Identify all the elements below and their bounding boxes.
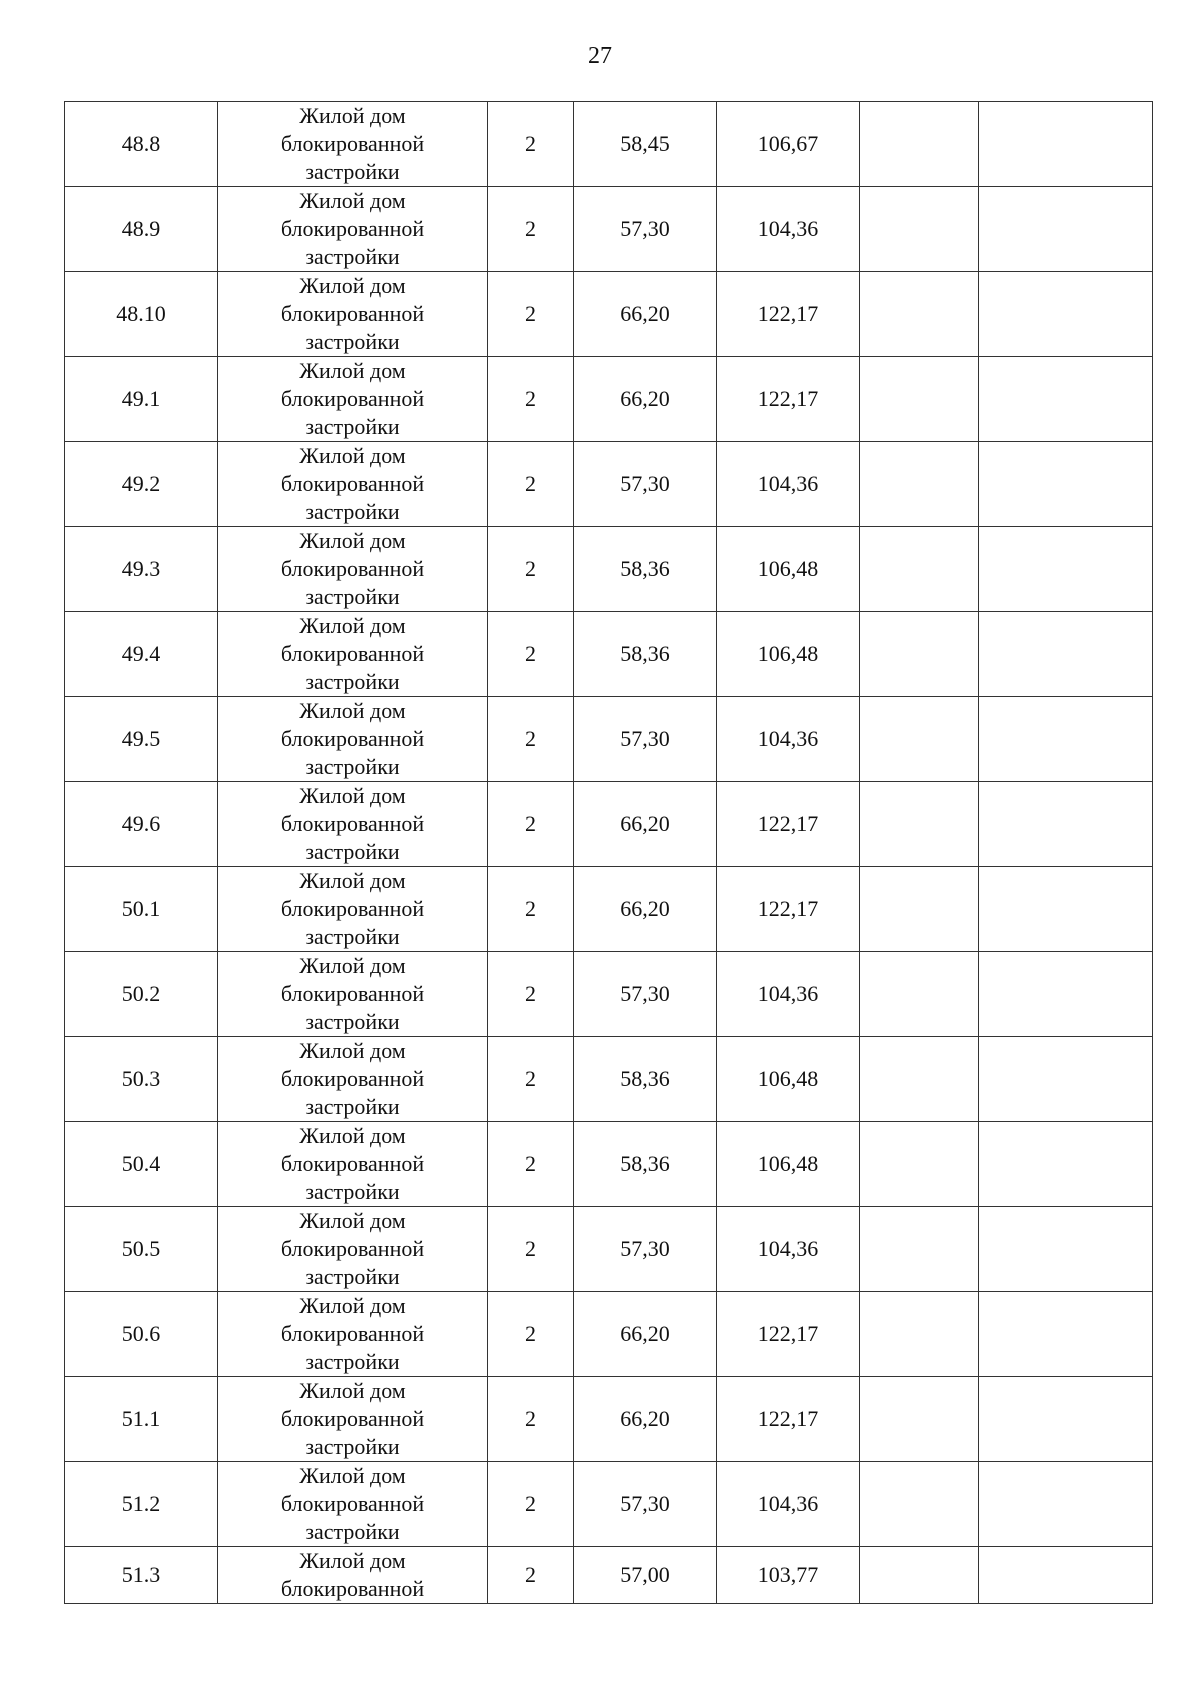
cell-empty-6	[860, 187, 979, 272]
cell-empty-7	[979, 782, 1153, 867]
name-lines	[218, 697, 487, 781]
table-row	[65, 272, 1153, 357]
cell-name	[218, 1122, 488, 1207]
cell-area-2: 122,17	[717, 1377, 860, 1462]
cell-number: 50.1	[65, 867, 218, 952]
cell-number: 49.3	[65, 527, 218, 612]
name-line: застройки	[305, 584, 400, 609]
cell-empty-7	[979, 952, 1153, 1037]
name-lines	[218, 1462, 487, 1546]
cell-empty-6	[860, 1292, 979, 1377]
cell-name	[218, 697, 488, 782]
name-line: застройки	[305, 414, 400, 439]
cell-area-1: 57,30	[574, 1462, 717, 1547]
cell-number: 48.10	[65, 272, 218, 357]
name-lines	[218, 187, 487, 271]
cell-number: 50.3	[65, 1037, 218, 1122]
name-line: Жилой дом	[299, 273, 406, 298]
cell-floors: 2	[488, 357, 574, 442]
table-row	[65, 1462, 1153, 1547]
cell-number: 50.5	[65, 1207, 218, 1292]
table-row	[65, 187, 1153, 272]
cell-empty-7	[979, 272, 1153, 357]
cell-empty-7	[979, 1292, 1153, 1377]
cell-name	[218, 272, 488, 357]
cell-area-1: 57,30	[574, 187, 717, 272]
cell-empty-6	[860, 1207, 979, 1292]
name-line: блокированной	[280, 1151, 425, 1176]
name-line: застройки	[305, 1434, 400, 1459]
name-line: застройки	[305, 669, 400, 694]
cell-empty-7	[979, 867, 1153, 952]
name-line: Жилой дом	[299, 103, 406, 128]
building-table	[64, 101, 1153, 1604]
name-lines	[218, 102, 487, 186]
cell-name	[218, 1547, 488, 1604]
cell-floors: 2	[488, 1547, 574, 1604]
name-line: блокированной	[280, 726, 425, 751]
table-row	[65, 612, 1153, 697]
name-line: застройки	[305, 1349, 400, 1374]
name-line: Жилой дом	[299, 1293, 406, 1318]
name-line: застройки	[305, 1264, 400, 1289]
cell-empty-6	[860, 867, 979, 952]
name-line: Жилой дом	[299, 358, 406, 383]
cell-number: 49.5	[65, 697, 218, 782]
table-row	[65, 1292, 1153, 1377]
cell-number: 51.2	[65, 1462, 218, 1547]
name-line: блокированной	[280, 1236, 425, 1261]
cell-floors: 2	[488, 1462, 574, 1547]
name-lines	[218, 952, 487, 1036]
cell-name	[218, 952, 488, 1037]
cell-number: 50.6	[65, 1292, 218, 1377]
cell-floors: 2	[488, 187, 574, 272]
page-number: 27	[588, 43, 612, 69]
name-line: блокированной	[280, 981, 425, 1006]
name-line: Жилой дом	[299, 1038, 406, 1063]
name-line: блокированной	[280, 1321, 425, 1346]
cell-area-2: 122,17	[717, 1292, 860, 1377]
name-line: Жилой дом	[299, 1208, 406, 1233]
cell-empty-6	[860, 612, 979, 697]
cell-empty-7	[979, 187, 1153, 272]
cell-number: 48.9	[65, 187, 218, 272]
table-row	[65, 697, 1153, 782]
name-line: блокированной	[280, 896, 425, 921]
name-lines	[218, 527, 487, 611]
name-line: блокированной	[280, 386, 425, 411]
cell-area-2: 106,67	[717, 102, 860, 187]
name-line: блокированной	[280, 471, 425, 496]
cell-area-1: 66,20	[574, 782, 717, 867]
name-line: Жилой дом	[299, 698, 406, 723]
cell-floors: 2	[488, 1377, 574, 1462]
name-line: застройки	[305, 1009, 400, 1034]
cell-empty-6	[860, 1377, 979, 1462]
cell-empty-6	[860, 272, 979, 357]
cell-name	[218, 1377, 488, 1462]
cell-floors: 2	[488, 867, 574, 952]
cell-area-2: 106,48	[717, 1122, 860, 1207]
cell-empty-6	[860, 102, 979, 187]
cell-area-2: 106,48	[717, 612, 860, 697]
name-lines	[218, 357, 487, 441]
cell-floors: 2	[488, 102, 574, 187]
name-line: Жилой дом	[299, 188, 406, 213]
name-line: блокированной	[280, 1576, 425, 1601]
cell-floors: 2	[488, 1292, 574, 1377]
name-line: Жилой дом	[299, 1123, 406, 1148]
table-row	[65, 867, 1153, 952]
name-line: блокированной	[280, 1406, 425, 1431]
cell-number: 50.2	[65, 952, 218, 1037]
cell-number: 50.4	[65, 1122, 218, 1207]
cell-floors: 2	[488, 952, 574, 1037]
cell-name	[218, 1037, 488, 1122]
cell-area-1: 57,30	[574, 442, 717, 527]
table-row	[65, 527, 1153, 612]
name-line: блокированной	[280, 1491, 425, 1516]
cell-empty-6	[860, 1547, 979, 1604]
cell-floors: 2	[488, 612, 574, 697]
name-lines	[218, 1377, 487, 1461]
cell-name	[218, 782, 488, 867]
name-line: застройки	[305, 839, 400, 864]
cell-name	[218, 187, 488, 272]
name-line: блокированной	[280, 641, 425, 666]
name-line: Жилой дом	[299, 1378, 406, 1403]
cell-empty-7	[979, 527, 1153, 612]
name-lines	[218, 272, 487, 356]
cell-area-1: 66,20	[574, 867, 717, 952]
table-row	[65, 952, 1153, 1037]
cell-area-2: 122,17	[717, 867, 860, 952]
cell-area-2: 122,17	[717, 272, 860, 357]
cell-name	[218, 612, 488, 697]
table-row	[65, 1207, 1153, 1292]
cell-area-1: 66,20	[574, 1292, 717, 1377]
name-lines	[218, 442, 487, 526]
cell-area-2: 122,17	[717, 782, 860, 867]
name-line: Жилой дом	[299, 443, 406, 468]
cell-area-1: 58,36	[574, 612, 717, 697]
cell-empty-7	[979, 357, 1153, 442]
name-line: Жилой дом	[299, 953, 406, 978]
cell-number: 51.3	[65, 1547, 218, 1604]
cell-area-1: 57,30	[574, 697, 717, 782]
name-line: Жилой дом	[299, 1548, 406, 1573]
cell-number: 48.8	[65, 102, 218, 187]
cell-floors: 2	[488, 1122, 574, 1207]
cell-floors: 2	[488, 272, 574, 357]
cell-area-2: 104,36	[717, 187, 860, 272]
name-line: застройки	[305, 244, 400, 269]
name-line: Жилой дом	[299, 1463, 406, 1488]
name-line: блокированной	[280, 131, 425, 156]
cell-area-2: 104,36	[717, 1462, 860, 1547]
cell-floors: 2	[488, 527, 574, 612]
cell-empty-7	[979, 1207, 1153, 1292]
cell-empty-6	[860, 1122, 979, 1207]
cell-floors: 2	[488, 1207, 574, 1292]
name-lines	[218, 782, 487, 866]
table-row	[65, 1122, 1153, 1207]
cell-name	[218, 102, 488, 187]
cell-empty-7	[979, 102, 1153, 187]
cell-area-1: 66,20	[574, 357, 717, 442]
cell-floors: 2	[488, 442, 574, 527]
name-line: застройки	[305, 499, 400, 524]
cell-name	[218, 442, 488, 527]
name-line: Жилой дом	[299, 528, 406, 553]
cell-area-2: 106,48	[717, 1037, 860, 1122]
name-lines	[218, 1547, 487, 1603]
cell-number: 49.1	[65, 357, 218, 442]
cell-empty-7	[979, 442, 1153, 527]
cell-area-1: 58,36	[574, 1037, 717, 1122]
cell-area-1: 66,20	[574, 272, 717, 357]
cell-name	[218, 1462, 488, 1547]
name-line: блокированной	[280, 301, 425, 326]
cell-empty-6	[860, 697, 979, 782]
name-line: блокированной	[280, 811, 425, 836]
cell-area-1: 58,45	[574, 102, 717, 187]
cell-number: 49.6	[65, 782, 218, 867]
cell-name	[218, 527, 488, 612]
cell-empty-7	[979, 1377, 1153, 1462]
name-lines	[218, 1037, 487, 1121]
table-row	[65, 357, 1153, 442]
name-lines	[218, 1207, 487, 1291]
name-line: застройки	[305, 1519, 400, 1544]
cell-empty-7	[979, 1037, 1153, 1122]
cell-area-1: 57,00	[574, 1547, 717, 1604]
cell-number: 51.1	[65, 1377, 218, 1462]
cell-area-2: 104,36	[717, 1207, 860, 1292]
cell-empty-6	[860, 782, 979, 867]
cell-name	[218, 1292, 488, 1377]
name-line: застройки	[305, 924, 400, 949]
cell-area-1: 66,20	[574, 1377, 717, 1462]
name-line: застройки	[305, 329, 400, 354]
cell-area-1: 57,30	[574, 1207, 717, 1292]
name-line: застройки	[305, 754, 400, 779]
name-lines	[218, 1292, 487, 1376]
cell-empty-6	[860, 952, 979, 1037]
cell-area-2: 106,48	[717, 527, 860, 612]
cell-area-2: 122,17	[717, 357, 860, 442]
cell-area-2: 103,77	[717, 1547, 860, 1604]
cell-empty-6	[860, 527, 979, 612]
cell-area-1: 58,36	[574, 1122, 717, 1207]
name-lines	[218, 867, 487, 951]
name-line: застройки	[305, 159, 400, 184]
name-lines	[218, 1122, 487, 1206]
cell-floors: 2	[488, 697, 574, 782]
cell-empty-6	[860, 1462, 979, 1547]
cell-empty-6	[860, 1037, 979, 1122]
cell-area-1: 58,36	[574, 527, 717, 612]
table-row	[65, 102, 1153, 187]
cell-name	[218, 867, 488, 952]
cell-empty-7	[979, 1122, 1153, 1207]
name-line: блокированной	[280, 1066, 425, 1091]
name-line: Жилой дом	[299, 868, 406, 893]
table-row	[65, 1037, 1153, 1122]
cell-name	[218, 1207, 488, 1292]
name-line: застройки	[305, 1094, 400, 1119]
name-lines	[218, 612, 487, 696]
cell-area-2: 104,36	[717, 697, 860, 782]
table-row	[65, 1547, 1153, 1604]
cell-area-2: 104,36	[717, 952, 860, 1037]
cell-area-2: 104,36	[717, 442, 860, 527]
cell-floors: 2	[488, 782, 574, 867]
name-line: Жилой дом	[299, 613, 406, 638]
cell-empty-7	[979, 1462, 1153, 1547]
table-body	[65, 102, 1153, 1604]
table-row	[65, 1377, 1153, 1462]
cell-empty-7	[979, 612, 1153, 697]
cell-name	[218, 357, 488, 442]
cell-empty-7	[979, 1547, 1153, 1604]
cell-empty-7	[979, 697, 1153, 782]
cell-number: 49.4	[65, 612, 218, 697]
cell-empty-6	[860, 442, 979, 527]
name-line: Жилой дом	[299, 783, 406, 808]
cell-number: 49.2	[65, 442, 218, 527]
cell-empty-6	[860, 357, 979, 442]
cell-floors: 2	[488, 1037, 574, 1122]
name-line: застройки	[305, 1179, 400, 1204]
cell-area-1: 57,30	[574, 952, 717, 1037]
table-row	[65, 442, 1153, 527]
name-line: блокированной	[280, 556, 425, 581]
name-line: блокированной	[280, 216, 425, 241]
table-row	[65, 782, 1153, 867]
